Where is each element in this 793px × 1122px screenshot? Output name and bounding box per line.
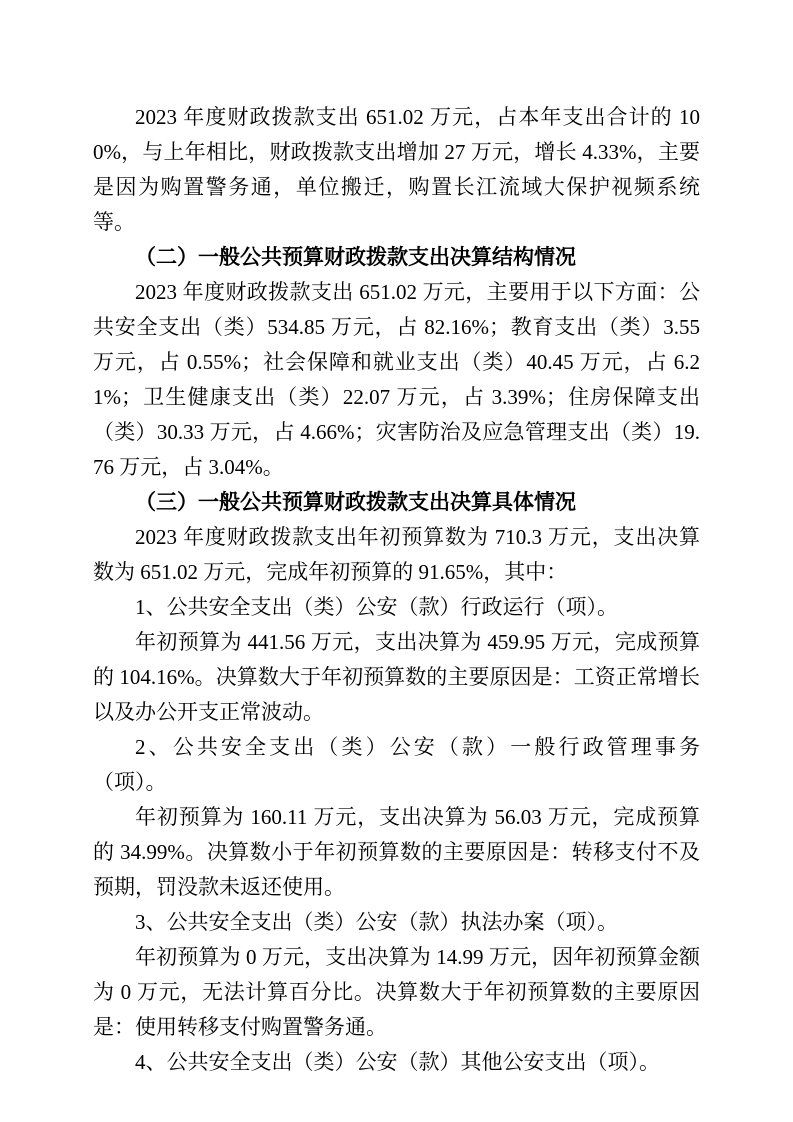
section-heading: （三）一般公共预算财政拨款支出决算具体情况 (135, 491, 576, 514)
paragraph: 1、公共安全支出（类）公安（款）行政运行（项）。 (135, 595, 618, 619)
paragraph: 3、公共安全支出（类）公安（款）执法办案（项）。 (135, 910, 618, 934)
document-body (93, 100, 700, 1080)
paragraph: 年初预算为 160.11 万元，支出决算为 56.03 万元，完成预算的 34.99%。决算数小于年初预算数的主要原因是：转移支付不及预期，罚没款未返还使用。 (93, 805, 700, 899)
paragraph: 2023 年度财政拨款支出年初预算数为 710.3 万元，支出决算数为 651.02 万元，完成年初预算的 91.65%，其中： (93, 525, 700, 584)
paragraph: 2、公共安全支出（类）公安（款）一般行政管理事务（项）。 (93, 735, 700, 794)
paragraph: 2023 年度财政拨款支出 651.02 万元，主要用于以下方面：公共安全支出（类）534.85 万元，占 82.16%；教育支出（类）3.55 万元，占 0.55%；社会保障和就业支出（类）40.45 万元，占 6.21%；卫生健康支出（类）22.07 万元，占 3.39%；住房保障支出（类）30.33 万元，占 4.66%；灾害防治及应急管理支出（类）19.76 万元，占 3.04%。 (93, 280, 700, 479)
section-heading: （二）一般公共预算财政拨款支出决算结构情况 (135, 246, 576, 269)
paragraph: 4、公共安全支出（类）公安（款）其他公安支出（项）。 (135, 1050, 660, 1074)
paragraph: 年初预算为 0 万元，支出决算为 14.99 万元，因年初预算金额为 0 万元，无法计算百分比。决算数大于年初预算数的主要原因是：使用转移支付购置警务通。 (93, 945, 700, 1039)
paragraph: 2023 年度财政拨款支出 651.02 万元，占本年支出合计的 100%，与上年相比，财政拨款支出增加 27 万元，增长 4.33%，主要是因为购置警务通，单位搬迁，购置长江流域大保护视频系统等。 (93, 105, 700, 234)
paragraph: 年初预算为 441.56 万元，支出决算为 459.95 万元，完成预算的 104.16%。决算数大于年初预算数的主要原因是：工资正常增长以及办公开支正常波动。 (93, 630, 700, 724)
